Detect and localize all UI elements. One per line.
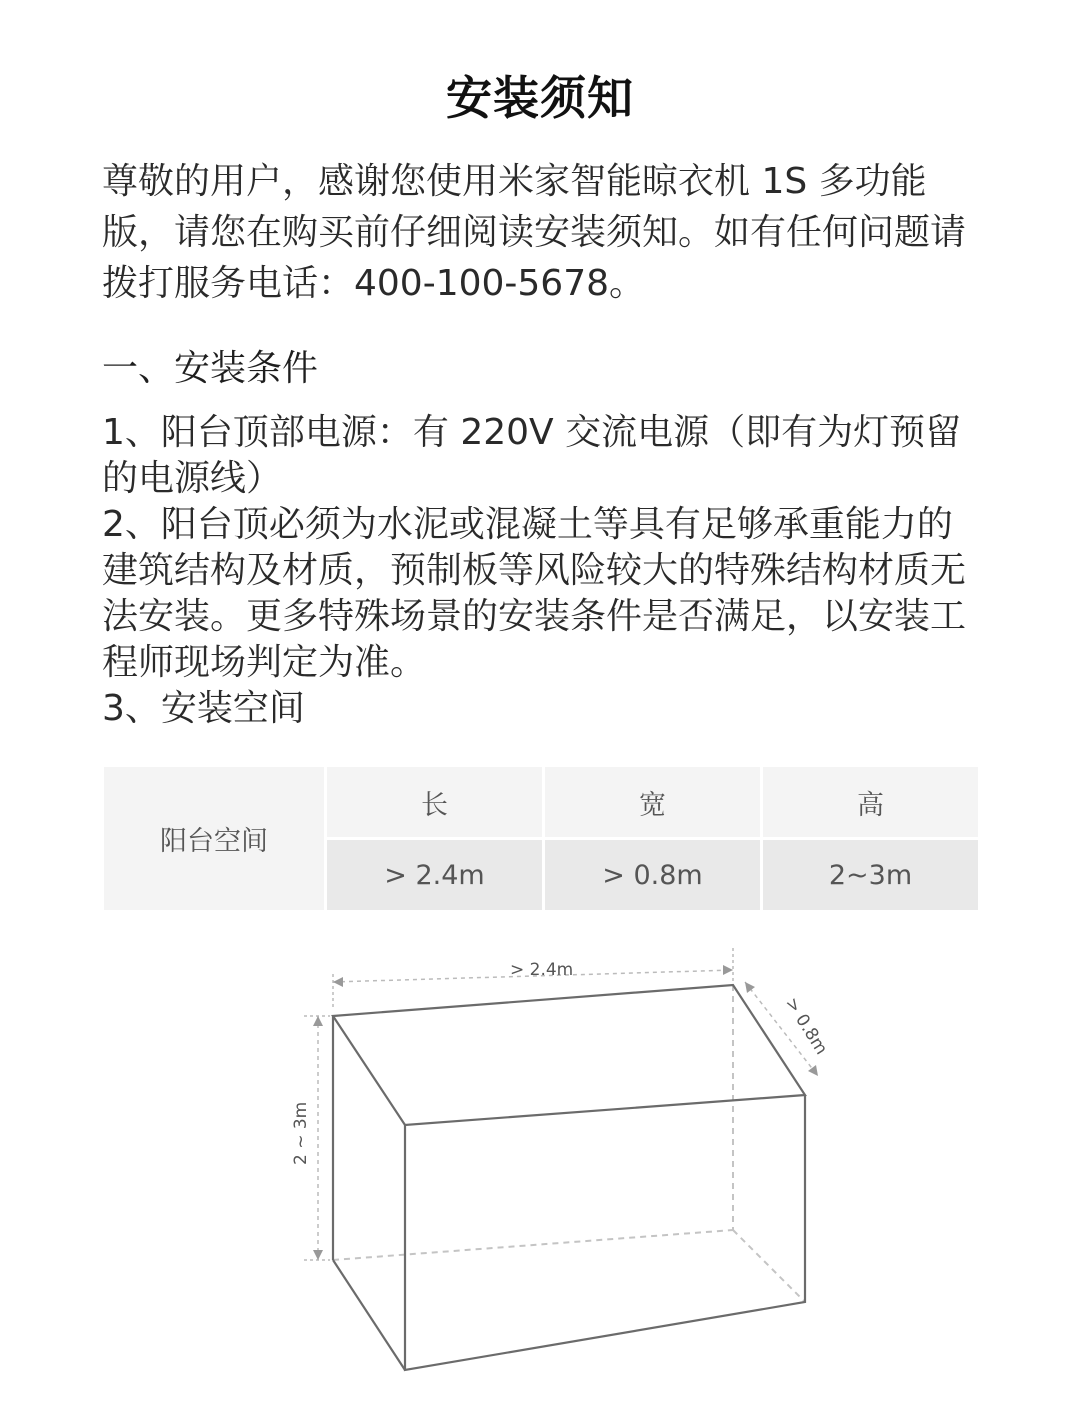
- table-value-height: 2~3m: [762, 839, 980, 912]
- install-space-table: [101, 764, 981, 913]
- diagram-width-label: > 0.8m: [780, 994, 832, 1059]
- table-value-length: > 2.4m: [326, 839, 544, 912]
- table-header-width: 宽: [544, 766, 762, 839]
- table-row-label: 阳台空间: [103, 766, 326, 912]
- table-value-width: > 0.8m: [544, 839, 762, 912]
- diagram-height-label: 2 ~ 3m: [291, 1101, 311, 1165]
- condition-item-space: 3、安装空间: [102, 688, 305, 729]
- condition-item-power: 1、阳台顶部电源：有 220V 交流电源（即有为灯预留的电源线）: [102, 412, 962, 499]
- intro-paragraph: 尊敬的用户，感谢您使用米家智能晾衣机 1S 多功能版，请您在购买前仔细阅读安装须知。如有任何问题请拨打服务电话：400-100-5678。: [102, 161, 967, 304]
- install-conditions-list: [102, 410, 982, 732]
- dimension-lines: [304, 948, 818, 1260]
- table-header-length: 长: [326, 766, 544, 839]
- page-title: 安装须知: [446, 71, 634, 125]
- table-header-height: 高: [762, 766, 980, 839]
- condition-item-structure: 2、阳台顶必须为水泥或混凝土等具有足够承重能力的建筑结构及材质，预制板等风险较大的特殊结构材质无法安装。更多特殊场景的安装条件是否满足，以安装工程师现场判定为准。: [102, 504, 967, 683]
- section-heading-install-conditions: 一、安装条件: [102, 348, 319, 389]
- box-outline: [333, 985, 805, 1370]
- balcony-space-diagram: [260, 940, 832, 1380]
- diagram-length-label: > 2.4m: [510, 960, 574, 980]
- box-hidden-edges: [333, 985, 805, 1302]
